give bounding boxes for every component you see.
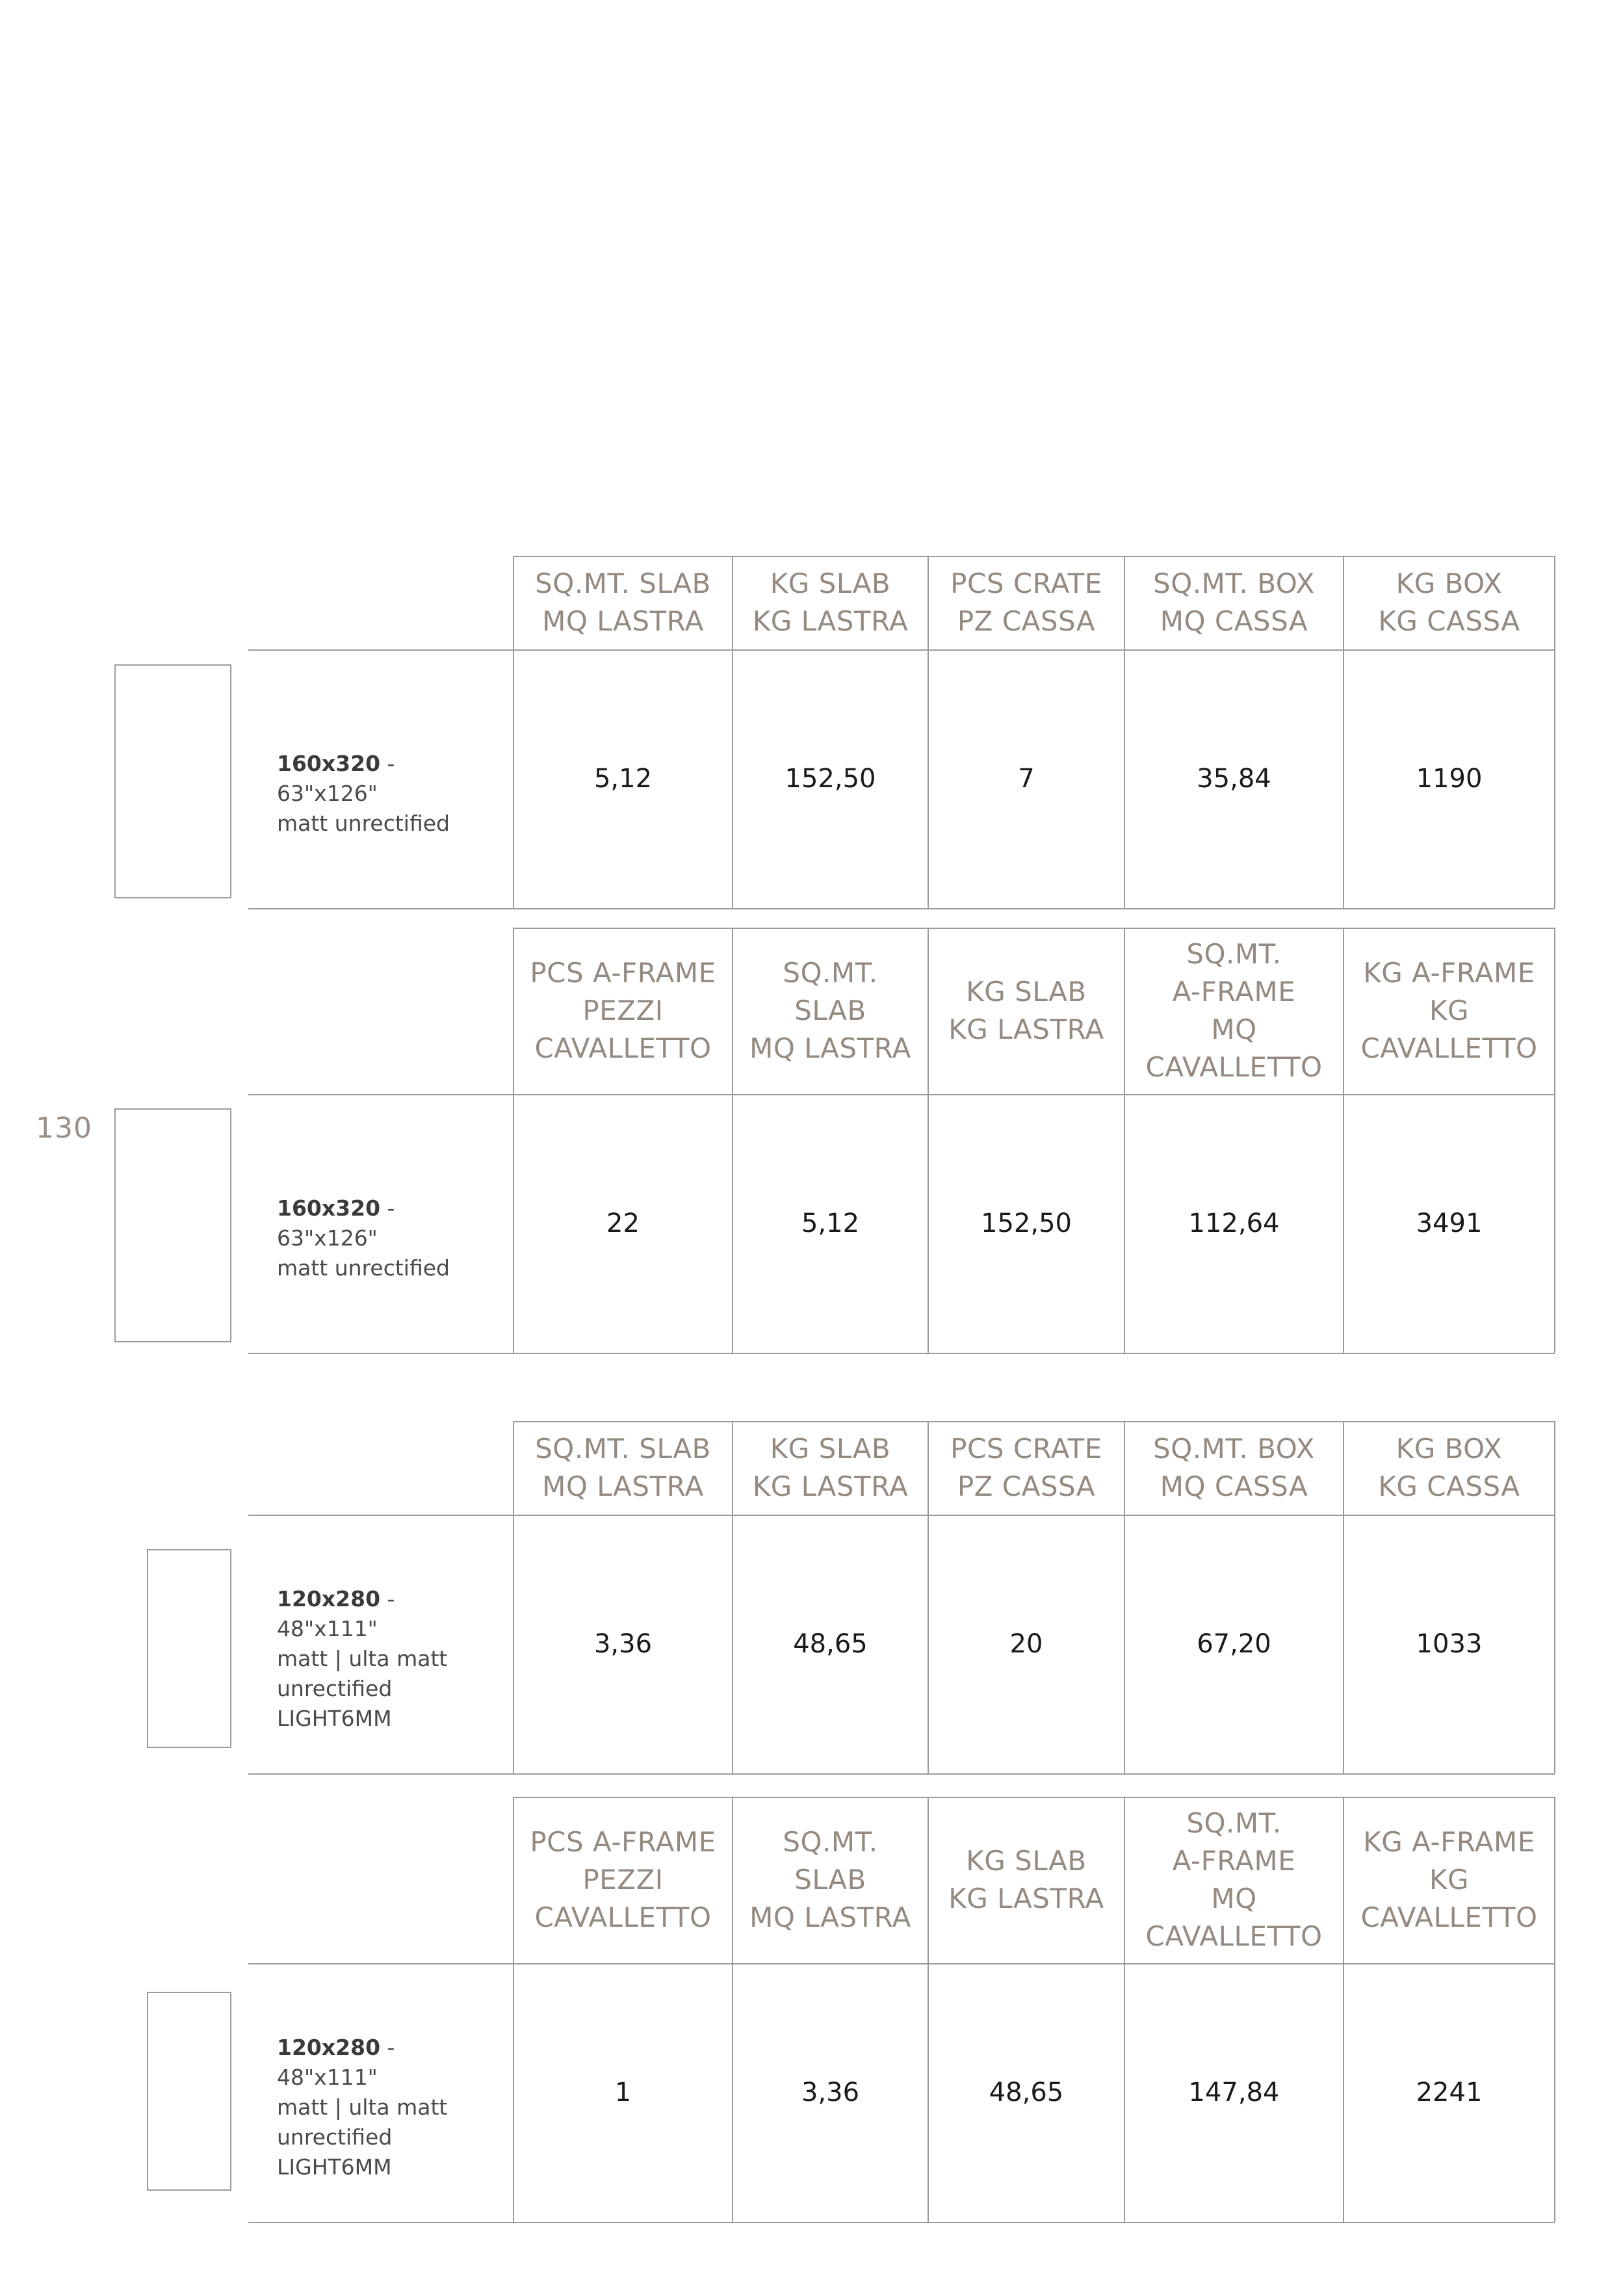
column-header-label: KG BOX KG CASSA [1378,567,1520,637]
column-divider [1343,1797,1344,2222]
column-divider [1554,1421,1555,1773]
value-cell: 1033 [1416,1629,1483,1659]
column-divider [1343,1421,1344,1773]
product-tile [114,664,231,898]
product-details: - 63"x126" matt unrectified [277,1195,450,1281]
column-header [513,928,733,1094]
column-divider [1124,928,1125,1353]
column-divider [928,1421,929,1773]
column-divider [513,1421,514,1773]
column-header [928,556,1124,649]
column-header [928,928,1124,1094]
column-divider [928,928,929,1353]
column-header-label: KG SLAB KG LASTRA [948,1845,1104,1914]
column-header [1124,1421,1344,1515]
column-divider [513,1797,514,2222]
column-header-label: PCS A-FRAME PEZZI CAVALLETTO [530,1826,716,1933]
header-separator [248,1094,1555,1095]
column-header-label: SQ.MT. A-FRAME MQ CAVALLETTO [1145,1807,1323,1952]
column-divider [732,556,733,908]
column-header-label: PCS CRATE PZ CASSA [950,567,1102,637]
table-top-border [513,556,1555,557]
column-divider [1554,556,1555,908]
product-description [277,2033,498,2182]
product-details: - 48"x111" matt | ulta matt unrectified LIGHT6MM [277,1586,448,1731]
product-tile [114,1108,231,1342]
column-divider [513,556,514,908]
value-cell: 112,64 [1188,1208,1280,1238]
column-header-label: SQ.MT. SLAB MQ LASTRA [535,567,711,637]
column-header-label: SQ.MT. SLAB MQ LASTRA [535,1433,711,1502]
column-divider [1124,1797,1125,2222]
column-header-label: KG A-FRAME KG CAVALLETTO [1360,957,1538,1064]
header-separator [248,649,1555,651]
table-top-border [513,1797,1555,1798]
column-divider [513,928,514,1353]
product-size: 160x320 [277,1195,381,1221]
column-divider [928,556,929,908]
column-divider [1554,928,1555,1353]
product-details: - 63"x126" matt unrectified [277,751,450,836]
column-header [513,1421,733,1515]
column-header [1344,1797,1555,1963]
value-cell: 5,12 [593,764,653,794]
column-header-label: SQ.MT. BOX MQ CASSA [1153,1433,1315,1502]
product-size: 120x280 [277,1586,381,1611]
column-header-label: SQ.MT. SLAB MQ LASTRA [749,1826,911,1933]
product-description [277,1194,498,1283]
column-header [733,1797,928,1963]
value-cell: 5,12 [801,1208,860,1238]
value-cell: 7 [1018,764,1035,794]
value-cell: 3491 [1416,1208,1483,1238]
column-header [733,556,928,649]
value-cell: 48,65 [793,1629,868,1659]
table-bottom-border [248,1773,1555,1775]
product-tile [147,1549,231,1748]
column-divider [928,1797,929,2222]
column-header-label: SQ.MT. BOX MQ CASSA [1153,567,1315,637]
column-header-label: PCS CRATE PZ CASSA [950,1433,1102,1502]
column-header [928,1421,1124,1515]
column-header [1124,556,1344,649]
page-number: 130 [36,1112,92,1145]
value-cell: 3,36 [801,2078,860,2107]
column-header [513,556,733,649]
column-divider [1343,928,1344,1353]
column-divider [1124,1421,1125,1773]
column-header [928,1797,1124,1963]
product-size: 160x320 [277,751,381,776]
column-header-label: KG BOX KG CASSA [1378,1433,1520,1502]
column-header [733,1421,928,1515]
product-description [277,1584,498,1734]
column-header-label: SQ.MT. SLAB MQ LASTRA [749,957,911,1064]
column-divider [1124,556,1125,908]
column-header-label: KG A-FRAME KG CAVALLETTO [1360,1826,1538,1933]
value-cell: 2241 [1416,2078,1483,2107]
column-divider [1554,1797,1555,2222]
product-size: 120x280 [277,2035,381,2060]
table-bottom-border [248,908,1555,909]
value-cell: 152,50 [785,764,876,794]
column-header [1344,556,1555,649]
column-divider [732,928,733,1353]
column-divider [732,1797,733,2222]
value-cell: 147,84 [1188,2078,1280,2107]
table-bottom-border [248,1353,1555,1354]
value-cell: 20 [1009,1629,1043,1659]
header-separator [248,1963,1555,1964]
table-top-border [513,928,1555,929]
value-cell: 48,65 [989,2078,1064,2107]
column-header [1344,1421,1555,1515]
column-header [513,1797,733,1963]
product-details: - 48"x111" matt | ulta matt unrectified LIGHT6MM [277,2035,448,2180]
value-cell: 67,20 [1197,1629,1271,1659]
column-header-label: KG SLAB KG LASTRA [752,567,909,637]
column-header [1124,928,1344,1094]
value-cell: 35,84 [1197,764,1271,794]
column-header-label: SQ.MT. A-FRAME MQ CAVALLETTO [1145,938,1323,1083]
value-cell: 22 [606,1208,640,1238]
column-header [733,928,928,1094]
column-header [1344,928,1555,1094]
column-header-label: KG SLAB KG LASTRA [948,976,1104,1045]
value-cell: 152,50 [981,1208,1072,1238]
header-separator [248,1515,1555,1516]
column-header [1124,1797,1344,1963]
product-tile [147,1992,231,2191]
value-cell: 1190 [1416,764,1483,794]
column-divider [1343,556,1344,908]
column-header-label: PCS A-FRAME PEZZI CAVALLETTO [530,957,716,1064]
value-cell: 1 [614,2078,632,2107]
column-header-label: KG SLAB KG LASTRA [752,1433,909,1502]
column-divider [732,1421,733,1773]
value-cell: 3,36 [593,1629,653,1659]
table-bottom-border [248,2222,1555,2223]
table-top-border [513,1421,1555,1422]
product-description [277,749,498,839]
